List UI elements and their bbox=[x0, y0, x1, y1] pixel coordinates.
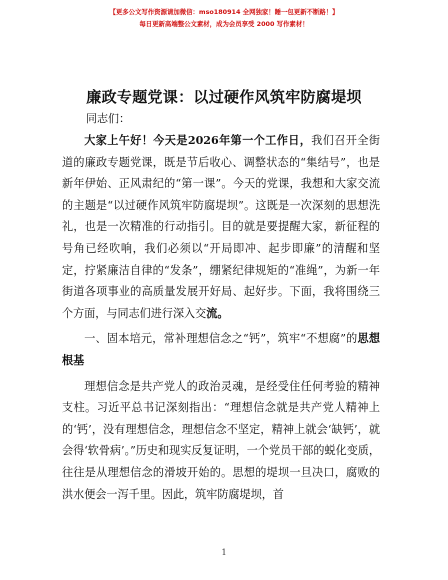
opening-greeting-rest: 年第一个工作日， bbox=[218, 134, 312, 147]
section-heading-1-bold: 思想根基 bbox=[62, 332, 380, 367]
opening-text: 我们召开全街道的廉政专题党课，既是节后收心、调整状态的“集结号”，也是新年伊始、正风肃纪的“第一课”。今天的党课，我想和大家交流的主题是“以过硬作风筑牢防腐堤坝”。这既是一次深刻的思想洗礼，也是一次精准的行动指引。目的就是要提醒大家，新征程的号角已经吹响，我们必须以“开局即冲、起步即廉”的清醒和坚定，拧紧廉洁自律的“发条”，绷紧纪律规矩的“准绳”，为新一年街道各项事业的高质量发展开好局、起好步。下面，我将围绕三个方面，与同志们进行深入交 bbox=[62, 134, 380, 320]
document-body bbox=[62, 130, 380, 505]
opening-greeting: 大家上午好！今天是 bbox=[84, 134, 188, 147]
paragraph-opening bbox=[62, 130, 380, 324]
paragraph-section-1: 理想信念是共产党人的政治灵魂，是经受住任何考验的精神支柱。习近平总书记深刻指出：“理想信念就是共产党人精神上的‘钙’，没有理想信念，理想信念不坚定，精神上就会‘缺钙’，就会得‘软骨病’。”历史和现实反复证明，一个党员干部的蜕化变质，往往是从理想信念的滑坡开始的。思想的堤坝一旦决口，腐败的洪水便会一泻千里。因此，筑牢防腐堤坝，首 bbox=[62, 379, 380, 501]
page-number: 1 bbox=[221, 548, 227, 557]
section-heading-1-text: 一、固本培元，常补理想信念之“钙”，筑牢“不想腐”的 bbox=[84, 332, 358, 346]
opening-end: 流。 bbox=[206, 306, 229, 320]
promo-banner-line-2: 每日更新高端整公文素材，成为会员享受 2000 写作素材！ bbox=[139, 20, 309, 28]
document-title: 廉政专题党课：以过硬作风筑牢防腐堤坝 bbox=[86, 88, 362, 106]
section-heading-1 bbox=[62, 328, 380, 371]
promo-banner-line-1: 【更多公文写作资源请加微信：mso180914 全网独家！睡一包更新不断路！】 bbox=[109, 8, 339, 16]
opening-year: 2026 bbox=[187, 134, 219, 147]
promo-banner bbox=[0, 6, 448, 30]
salutation: 同志们： bbox=[86, 112, 130, 125]
